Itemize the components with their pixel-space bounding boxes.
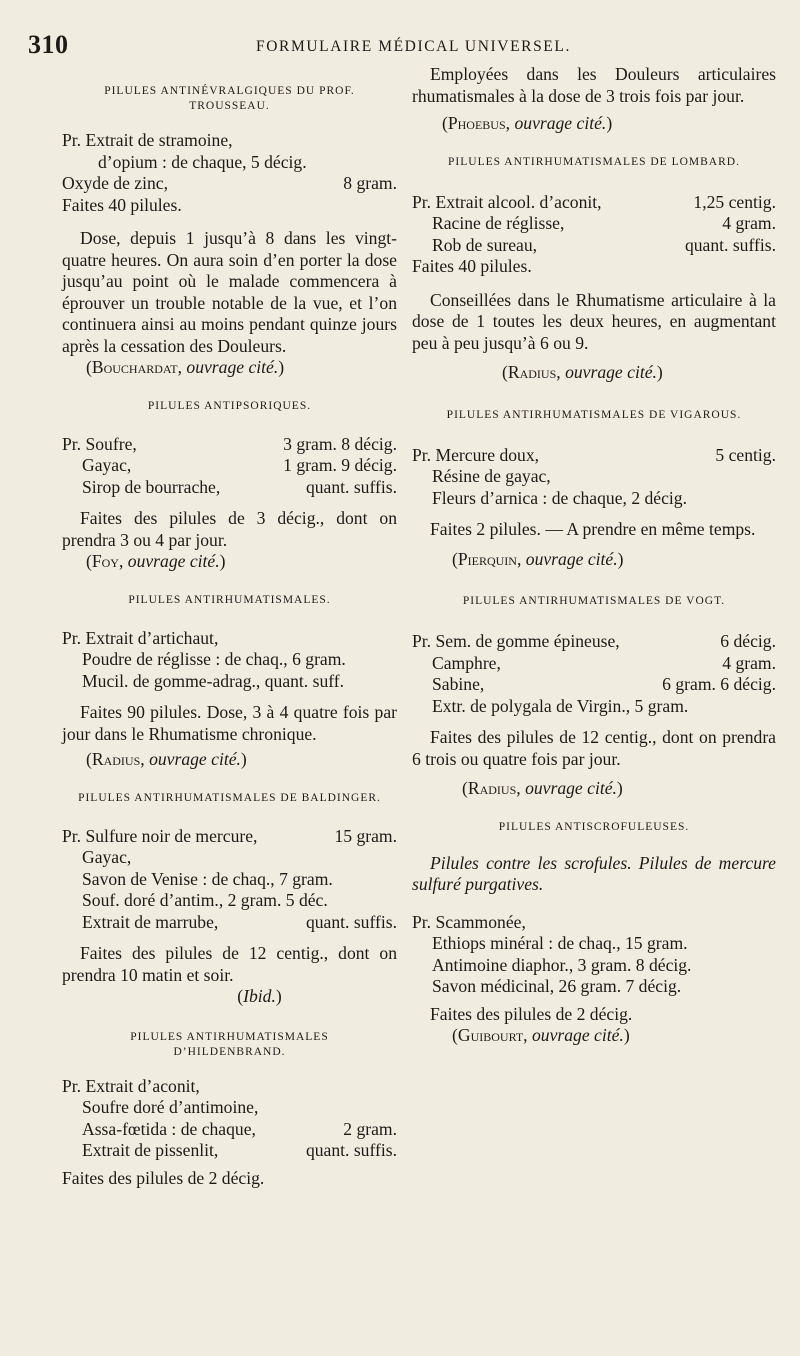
quantity: quant. suffis.: [305, 476, 397, 497]
recipe-line: Pr. Extrait de stramoine,: [62, 130, 233, 150]
recipe-line: Pr. Extrait d’artichaut,: [62, 627, 219, 648]
source-ibid: Ibid.: [243, 986, 276, 1006]
ingredient: Oxyde de zinc,: [62, 173, 169, 193]
quantity: 4 gram.: [722, 652, 776, 673]
section-heading: PILULES ANTIPSORIQUES.: [147, 399, 312, 412]
recipe-line: Savon de Venise : de chaq., 7 gram.: [82, 868, 333, 889]
section-heading: PILULES ANTINÉVRALGIQUES DU PROF.: [104, 85, 355, 97]
source-citation: (Bouchardat, ouvrage cité.): [86, 357, 285, 377]
section-heading: PILULES ANTIRHUMATISMALES DE BALDINGER.: [78, 791, 381, 804]
paragraph: Dose, depuis 1 jusqu’à 8 dans les vingt-quatre heures. On aura soin d’en porter la dose jusqu’au point où le malade commencera à éprouver un trouble notable de la vue, et l’on continuera ainsi au moins pendant quinze jours après la cessation des Douleurs.: [62, 228, 397, 356]
section-heading: PILULES ANTIRHUMATISMALES DE LOMBARD.: [448, 155, 740, 168]
source-author: Pierquin,: [457, 548, 522, 569]
source-citation: (Phoebus, ouvrage cité.): [442, 113, 613, 133]
paragraph: Faites des pilules de 3 décig., dont on prendra 3 ou 4 par jour.: [62, 508, 397, 550]
paragraph: Faites des pilules de 12 centig., dont on prendra 10 matin et soir.: [62, 943, 397, 985]
source-author: Radius,: [467, 778, 521, 798]
source-citation: (Radius, ouvrage cité.): [86, 749, 247, 769]
recipe-line: [62, 455, 397, 477]
recipe-line: Ethiops minéral : de chaq., 15 gram.: [432, 933, 688, 953]
recipe-line: [412, 213, 776, 235]
source-work: ouvrage cité.: [514, 113, 607, 133]
paragraph: Faites 2 pilules. — A prendre en même temps.: [430, 519, 756, 539]
recipe-line: Souf. doré d’antim., 2 gram. 5 déc.: [82, 890, 328, 910]
source-citation: (Ibid.): [237, 986, 282, 1006]
ingredient: Sabine,: [432, 674, 485, 694]
quantity: 2 gram.: [343, 1118, 397, 1139]
source-citation: (Pierquin, ouvrage cité.): [452, 548, 624, 569]
ingredient: Pr. Sem. de gomme épineuse,: [412, 631, 620, 651]
quantity: 8 gram.: [343, 173, 397, 193]
quantity: 1,25 centig.: [693, 191, 776, 212]
source-work: ouvrage cité.: [127, 551, 220, 571]
source-citation: (Radius, ouvrage cité.): [502, 362, 663, 382]
recipe-line: [412, 445, 776, 467]
source-citation: (Radius, ouvrage cité.): [462, 778, 623, 798]
recipe-line: [412, 631, 776, 653]
paragraph: Faites des pilules de 2 décig.: [62, 1167, 265, 1188]
ingredient: Pr. Soufre,: [62, 433, 137, 454]
quantity: quant. suffis.: [684, 234, 776, 255]
paragraph: Employées dans les Douleurs articulaires rhumatismales à la dose de 3 trois fois par jour.: [412, 64, 776, 106]
recipe-line: Gayac,: [82, 847, 132, 867]
recipe-line: [62, 434, 397, 456]
recipe-line: Extr. de polygala de Virgin., 5 gram.: [432, 695, 689, 716]
quantity: 4 gram.: [722, 213, 776, 233]
quantity: 3 gram. 8 décig.: [283, 433, 397, 454]
recipe-line: Antimoine diaphor., 3 gram. 8 décig.: [432, 954, 692, 975]
quantity: quant. suffis.: [305, 911, 397, 932]
running-head: FORMULAIRE MÉDICAL UNIVERSEL.: [256, 38, 571, 55]
ingredient: Pr. Mercure doux,: [412, 444, 540, 465]
ingredient: Assa-fœtida : de chaque,: [82, 1118, 256, 1139]
source-work: ouvrage cité.: [565, 362, 657, 382]
recipe-line: d’opium : de chaque, 5 décig.: [98, 151, 307, 172]
recipe-line: [62, 173, 397, 195]
italic-title: Pilules contre les scrofules. Pilules de mercure sulfuré purgatives.: [412, 852, 776, 894]
source-citation: (Guibourt, ouvrage cité.): [452, 1025, 630, 1045]
section-heading: PILULES ANTIRHUMATISMALES DE VOGT.: [462, 595, 726, 607]
source-work: ouvrage cité.: [149, 749, 241, 769]
quantity: 15 gram.: [334, 825, 397, 846]
quantity: 1 gram. 9 décig.: [283, 455, 397, 475]
ingredient: Gayac,: [82, 455, 132, 475]
ingredient: Sirop de bourrache,: [82, 476, 221, 497]
page-number: 310: [28, 30, 69, 59]
paragraph: Conseillées dans le Rhumatisme articulaire à la dose de 1 toutes les deux heures, en augmentant peu à peu jusqu’à 6 ou 9.: [412, 289, 776, 353]
ingredient: Rob de sureau,: [432, 234, 538, 255]
recipe-line: Pr. Scammonée,: [412, 911, 526, 932]
recipe-line: Fleurs d’arnica : de chaque, 2 décig.: [432, 487, 688, 508]
section-heading: PILULES ANTIRHUMATISMALES.: [128, 593, 331, 606]
source-work: ouvrage cité.: [525, 548, 618, 569]
source-author: Bouchardat,: [91, 357, 182, 377]
source-author: Guibourt,: [457, 1025, 528, 1045]
ingredient: Pr. Extrait alcool. d’aconit,: [412, 191, 602, 212]
recipe-line: [62, 1140, 397, 1162]
section-heading: PILULES ANTIRHUMATISMALES: [130, 1030, 329, 1043]
ingredient: Racine de réglisse,: [432, 213, 565, 233]
ingredient: Camphre,: [432, 652, 501, 673]
quantity: 5 centig.: [715, 444, 776, 465]
source-author: Foy,: [91, 551, 124, 571]
recipe-line: Savon médicinal, 26 gram. 7 décig.: [432, 976, 682, 996]
ingredient: Extrait de pissenlit,: [82, 1140, 219, 1160]
ingredient: Pr. Sulfure noir de mercure,: [62, 825, 258, 846]
ingredient: Extrait de marrube,: [82, 911, 219, 932]
recipe-line: [62, 1119, 397, 1141]
recipe-line: Poudre de réglisse : de chaq., 6 gram.: [82, 649, 346, 669]
recipe-line: [62, 826, 397, 848]
section-heading: PILULES ANTIRHUMATISMALES DE VIGAROUS.: [446, 408, 742, 421]
source-work: ouvrage cité.: [186, 357, 279, 377]
recipe-line: Faites 40 pilules.: [62, 194, 182, 215]
paragraph: Faites 90 pilules. Dose, 3 à 4 quatre fois par jour dans le Rhumatisme chronique.: [62, 702, 397, 744]
right-column: [412, 64, 776, 1047]
section-heading-cont: TROUSSEAU.: [189, 100, 270, 112]
paragraph: Faites des pilules de 2 décig.: [430, 1003, 633, 1024]
recipe-line: Soufre doré d’antimoine,: [82, 1097, 259, 1117]
recipe-line: [412, 674, 776, 696]
source-work: ouvrage cité.: [531, 1025, 624, 1045]
quantity: 6 décig.: [720, 631, 776, 651]
quantity: 6 gram. 6 décig.: [662, 674, 776, 694]
recipe-line: Mucil. de gomme-adrag., quant. suff.: [82, 670, 345, 691]
left-column: [62, 84, 397, 1189]
recipe-line: Faites 40 pilules.: [412, 256, 532, 276]
section-heading-cont: D’HILDENBRAND.: [173, 1045, 286, 1058]
source-author: Radius,: [507, 362, 561, 382]
recipe-line: [412, 235, 776, 257]
recipe-line: Pr. Extrait d’aconit,: [62, 1075, 200, 1096]
recipe-line: [62, 912, 397, 934]
recipe-line: [412, 192, 776, 214]
source-work: ouvrage cité.: [525, 778, 617, 798]
paragraph: Faites des pilules de 12 centig., dont on prendra 6 trois ou quatre fois par jour.: [412, 727, 776, 769]
section-heading: PILULES ANTISCROFULEUSES.: [498, 820, 690, 833]
recipe-line: [62, 477, 397, 499]
recipe-line: [412, 653, 776, 675]
source-citation: (Foy, ouvrage cité.): [86, 551, 226, 571]
recipe-line: Résine de gayac,: [432, 466, 551, 486]
source-author: Radius,: [91, 749, 145, 769]
source-author: Phoebus,: [447, 113, 511, 133]
quantity: quant. suffis.: [305, 1140, 397, 1160]
